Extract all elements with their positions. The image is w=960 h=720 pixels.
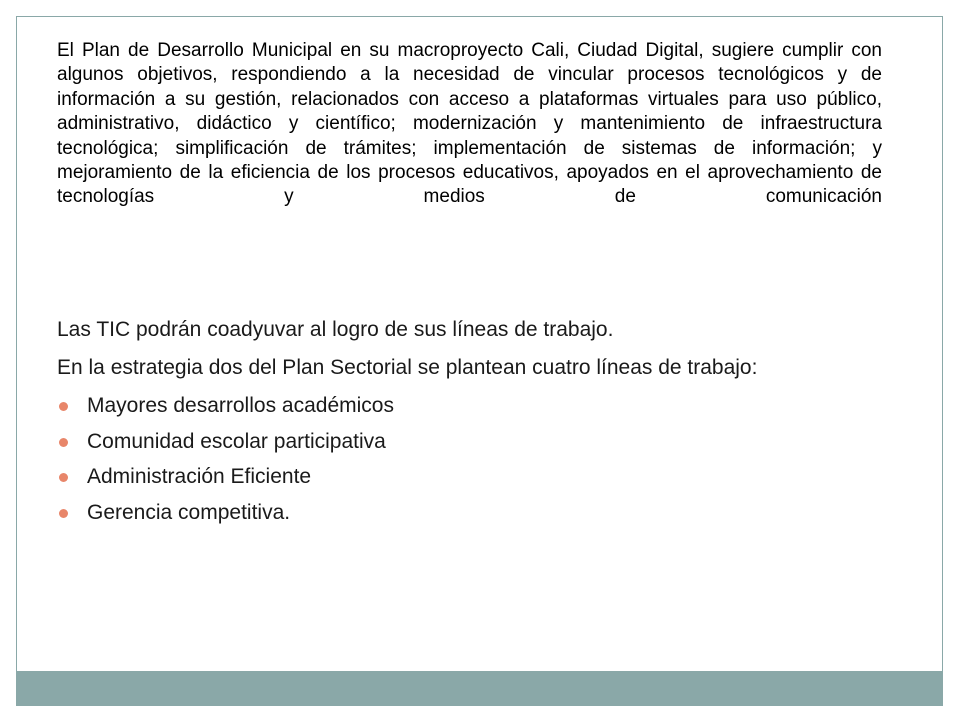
list-item [57,393,927,419]
footer-band [17,671,942,705]
bullet-icon [59,509,68,518]
list-item-label: Mayores desarrollos académicos [87,394,394,417]
list-item-label: Administración Eficiente [87,465,312,488]
slide-body [57,317,927,535]
work-lines-list [57,393,927,526]
list-item-label: Gerencia competitiva. [87,500,291,524]
list-item [57,500,927,526]
intro-paragraph: El Plan de Desarrollo Municipal en su macroproyecto Cali, Ciudad Digital, sugiere cumplir con algunos objetivos, respondiendo a la necesidad de vincular procesos tecnológicos y de información a su gestión, relacionados con acceso a plataformas virtuales para uso público, administrativo, didáctico y científico; modernización y mantenimiento de infraestructura tecnológica; simplificación de trámites; implementación de sistemas de información; y mejoramiento de la eficiencia de los procesos educativos, apoyados en el aprovechamiento de tecnologías y medios de comunicación [57,40,882,208]
slide [16,16,943,706]
list-item [57,429,927,455]
bullet-icon [59,402,68,411]
list-item-label: Comunidad escolar participativa [87,429,386,453]
statement-tic: Las TIC podrán coadyuvar al logro de sus líneas de trabajo. [57,318,614,341]
statement-strategy: En la estrategia dos del Plan Sectorial se plantean cuatro líneas de trabajo: [57,356,758,379]
list-item [57,464,927,490]
bullet-icon [59,473,68,482]
bullet-icon [59,438,68,447]
